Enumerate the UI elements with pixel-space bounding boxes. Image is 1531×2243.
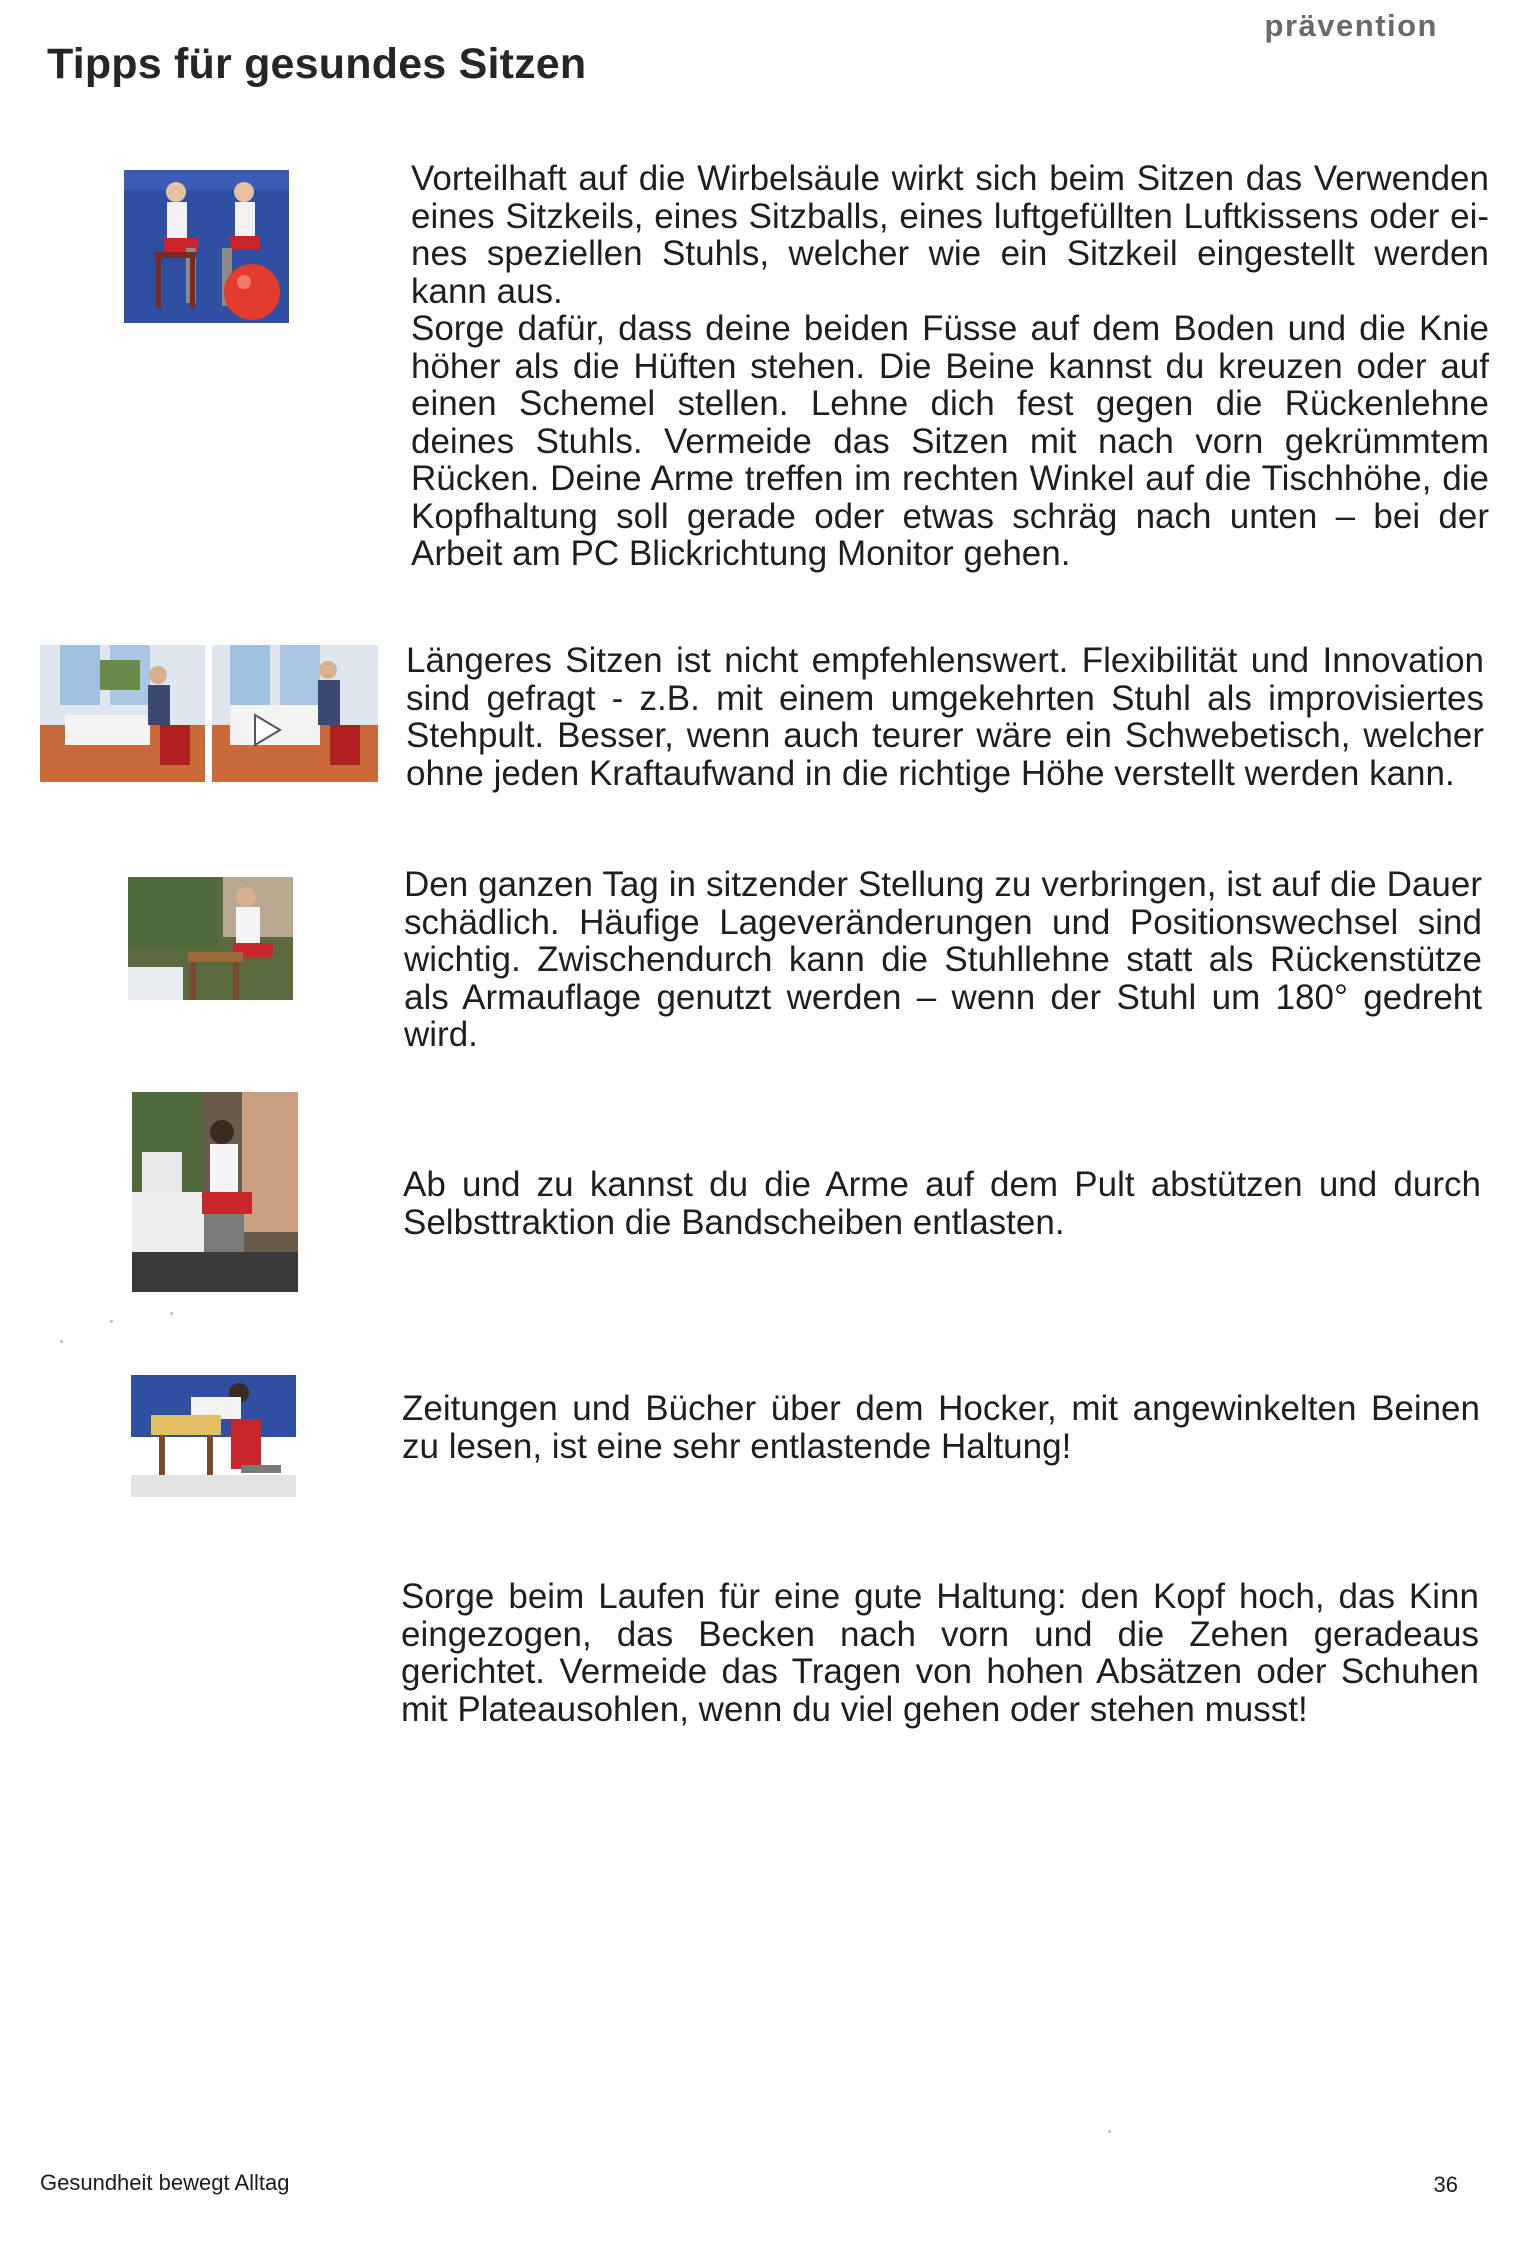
scan-speck [60, 1340, 63, 1343]
section-5-text [402, 1390, 1480, 1465]
section-6-text [401, 1578, 1479, 1728]
section-4-text [403, 1166, 1481, 1241]
section-5-paragraph-1: Zeitungen und Bücher über dem Hocker, mit angewinkelten Beinen zu lesen, ist eine sehr entlastende Haltung! [402, 1389, 1480, 1466]
reading-over-stool-icon [131, 1375, 296, 1497]
section-2-text [406, 642, 1484, 792]
footer-publication: Gesundheit bewegt Alltag [40, 2170, 290, 2195]
sitting-chair-and-ball-photo [124, 170, 289, 323]
sitting-chair-and-ball-icon [124, 170, 289, 323]
section-6-paragraph-1: Sorge beim Laufen für eine gute Haltung: den Kopf hoch, das Kinn eingezogen, das Becken nach vorn und die Zehen geradeaus gerichtet. Vermeide das Tragen von hohen Absätzen oder Schuhen mit Plateausohlen, wenn du viel gehen oder stehen musst! [401, 1577, 1479, 1729]
section-3-paragraph-1: Den ganzen Tag in sitzender Stellung zu verbringen, ist auf die Dauer schädlich. Häufige Lageveränderungen und Positionswechsel sind wichtig. Zwischendurch kann die Stuhllehne statt als Rückenstütze als Armauflage genutzt werden – wenn der Stuhl um 180° gedreht wird. [404, 865, 1482, 1054]
scan-speck [110, 1320, 113, 1323]
section-2-paragraph-1: Längeres Sitzen ist nicht empfehlenswert. Flexibilität und Innovation sind gefragt - z.B. mit einem umgekehrten Stuhl als improvisiertes Stehpult. Besser, wenn auch teurer wäre ein Schwebetisch, welcher ohne jeden Kraftaufwand in die richtige Höhe verstellt werden kann. [406, 641, 1484, 793]
section-tag: prävention [1264, 8, 1438, 43]
section-3-text [404, 866, 1482, 1054]
standing-desk-icon [40, 645, 378, 782]
reversed-chair-icon [128, 877, 293, 1000]
reading-over-stool-photo [131, 1375, 296, 1497]
scan-speck [170, 1312, 173, 1315]
section-1-paragraph-1: Vorteilhaft auf die Wirbelsäule wirkt sich beim Sitzen das Verwenden eines Sitzkeils, eines Sitzballs, eines luftgefüllten Luftkissens oder ei-nes speziellen Stuhls, welcher wie ein Sitzkeil eingestellt werden kann aus. [411, 159, 1489, 311]
section-4-paragraph-1: Ab und zu kannst du die Arme auf dem Pult abstützen und durch Selbsttraktion die Bandscheiben entlasten. [403, 1165, 1481, 1242]
reversed-chair-armrest-photo [128, 877, 293, 1000]
standing-desk-photos [40, 645, 378, 782]
arms-on-desk-icon [132, 1092, 298, 1292]
arms-on-desk-photo [132, 1092, 298, 1292]
section-1-text [411, 160, 1489, 573]
page-number: 36 [1433, 2172, 1458, 2197]
page-title: Tipps für gesundes Sitzen [47, 40, 587, 88]
section-1-paragraph-2: Sorge dafür, dass deine beiden Füsse auf dem Boden und die Knie höher als die Hüften stehen. Die Beine kannst du kreuzen oder auf einen Schemel stellen. Lehne dich fest gegen die Rückenlehne deines Stuhls. Vermeide das Sitzen mit nach vorn gekrümmtem Rücken. Deine Arme treffen im rechten Winkel auf die Tischhöhe, die Kopfhaltung soll gerade oder etwas schräg nach unten – bei der Arbeit am PC Blickrichtung Monitor gehen. [411, 309, 1489, 573]
scan-speck [1108, 2130, 1111, 2133]
